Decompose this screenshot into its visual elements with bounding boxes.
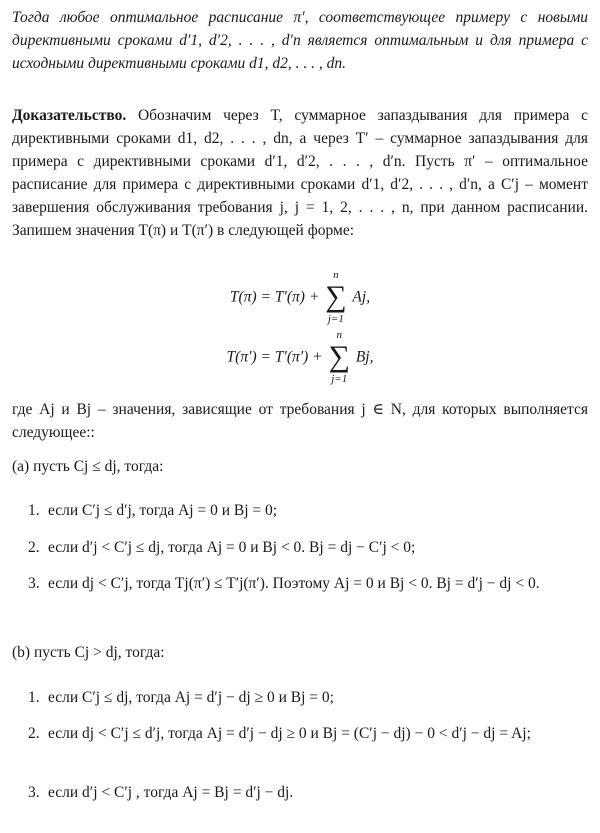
equation-1 <box>0 268 600 326</box>
case-a-item-1 <box>28 499 584 522</box>
sigma-glyph: ∑ <box>328 340 350 373</box>
proof-paragraph <box>12 104 588 242</box>
case-a-label: (a) пусть Cj ≤ dj, тогда: <box>12 458 164 475</box>
summation-symbol <box>329 328 350 386</box>
list-number: 3. <box>28 784 40 801</box>
sum-lower-limit: j=1 <box>327 313 344 325</box>
sum-lower-limit: j=1 <box>331 373 348 385</box>
list-text: если dj < C′j, тогда Tj(π′) ≤ T′j(π′). Поэтому Aj = 0 и Bj < 0. Bj = d′j − dj < 0. <box>48 575 540 592</box>
list-number: 1. <box>28 502 40 519</box>
list-number: 2. <box>28 539 40 556</box>
case-b-label: (b) пусть Cj > dj, тогда: <box>12 644 165 661</box>
sum-upper-limit: n <box>333 269 339 281</box>
list-number: 1. <box>28 689 40 706</box>
equation-1-term: Aj, <box>352 288 371 306</box>
equation-2-term: Bj, <box>355 348 374 366</box>
proof-heading: Доказательство. <box>12 107 127 124</box>
sigma-glyph: ∑ <box>325 280 347 313</box>
list-text: если dj < C′j ≤ d′j, тогда Aj = d′j − dj ≥ 0 и Bj = (C′j − dj) − 0 < d′j − dj = Aj; <box>48 725 531 742</box>
conditions-intro: где Aj и Bj – значения, зависящие от требования j ∈ N, для которых выполняется следующее:: <box>12 401 588 441</box>
summation-symbol <box>325 268 346 326</box>
list-number: 2. <box>28 725 40 742</box>
case-a-item-3 <box>28 572 584 595</box>
case-b-item-3 <box>28 781 584 804</box>
case-b-item-1 <box>28 686 584 709</box>
case-b-item-2 <box>28 722 584 745</box>
equation-2-lhs: T(π′) = T′(π′) + <box>226 348 323 366</box>
case-a-item-2 <box>28 536 584 559</box>
list-text: если d′j < C′j ≤ dj, тогда Aj = 0 и Bj < 0. Bj = dj − C′j < 0; <box>48 539 416 556</box>
equation-2 <box>0 328 600 386</box>
equation-1-lhs: T(π) = T′(π) + <box>229 288 320 306</box>
list-number: 3. <box>28 575 40 592</box>
proof-body: Обозначим через T, суммарное запаздывания для примера с директивными сроками d1, d2, . . . , dn, а через T′ – суммарное запаздывания для примера с директивными сроками d′1, d′2, . . . , d′n. Пусть π′ – оптимальное расписание для примера с директивными сроками d′1, d′2, . . . , d′n, а C′j – момент завершения обслуживания требования j, j = 1, 2, . . . , n, при данном расписании. Запишем значения T(π) и T(π′) в следующей форме: <box>12 107 588 239</box>
sum-upper-limit: n <box>336 329 342 341</box>
list-text: если C′j ≤ dj, тогда Aj = d′j − dj ≥ 0 и Bj = 0; <box>48 689 334 706</box>
list-text: если C′j ≤ d′j, тогда Aj = 0 и Bj = 0; <box>48 502 278 519</box>
theorem-statement: Тогда любое оптимальное расписание π′, соответствующее примеру с новыми директивными сроками d′1, d′2, . . . , d′n является оптимальным и для примера с исходными директивными сроками d1, d2, . . . , dn. <box>12 9 588 72</box>
list-text: если d′j < C′j , тогда Aj = Bj = d′j − dj. <box>48 784 294 801</box>
